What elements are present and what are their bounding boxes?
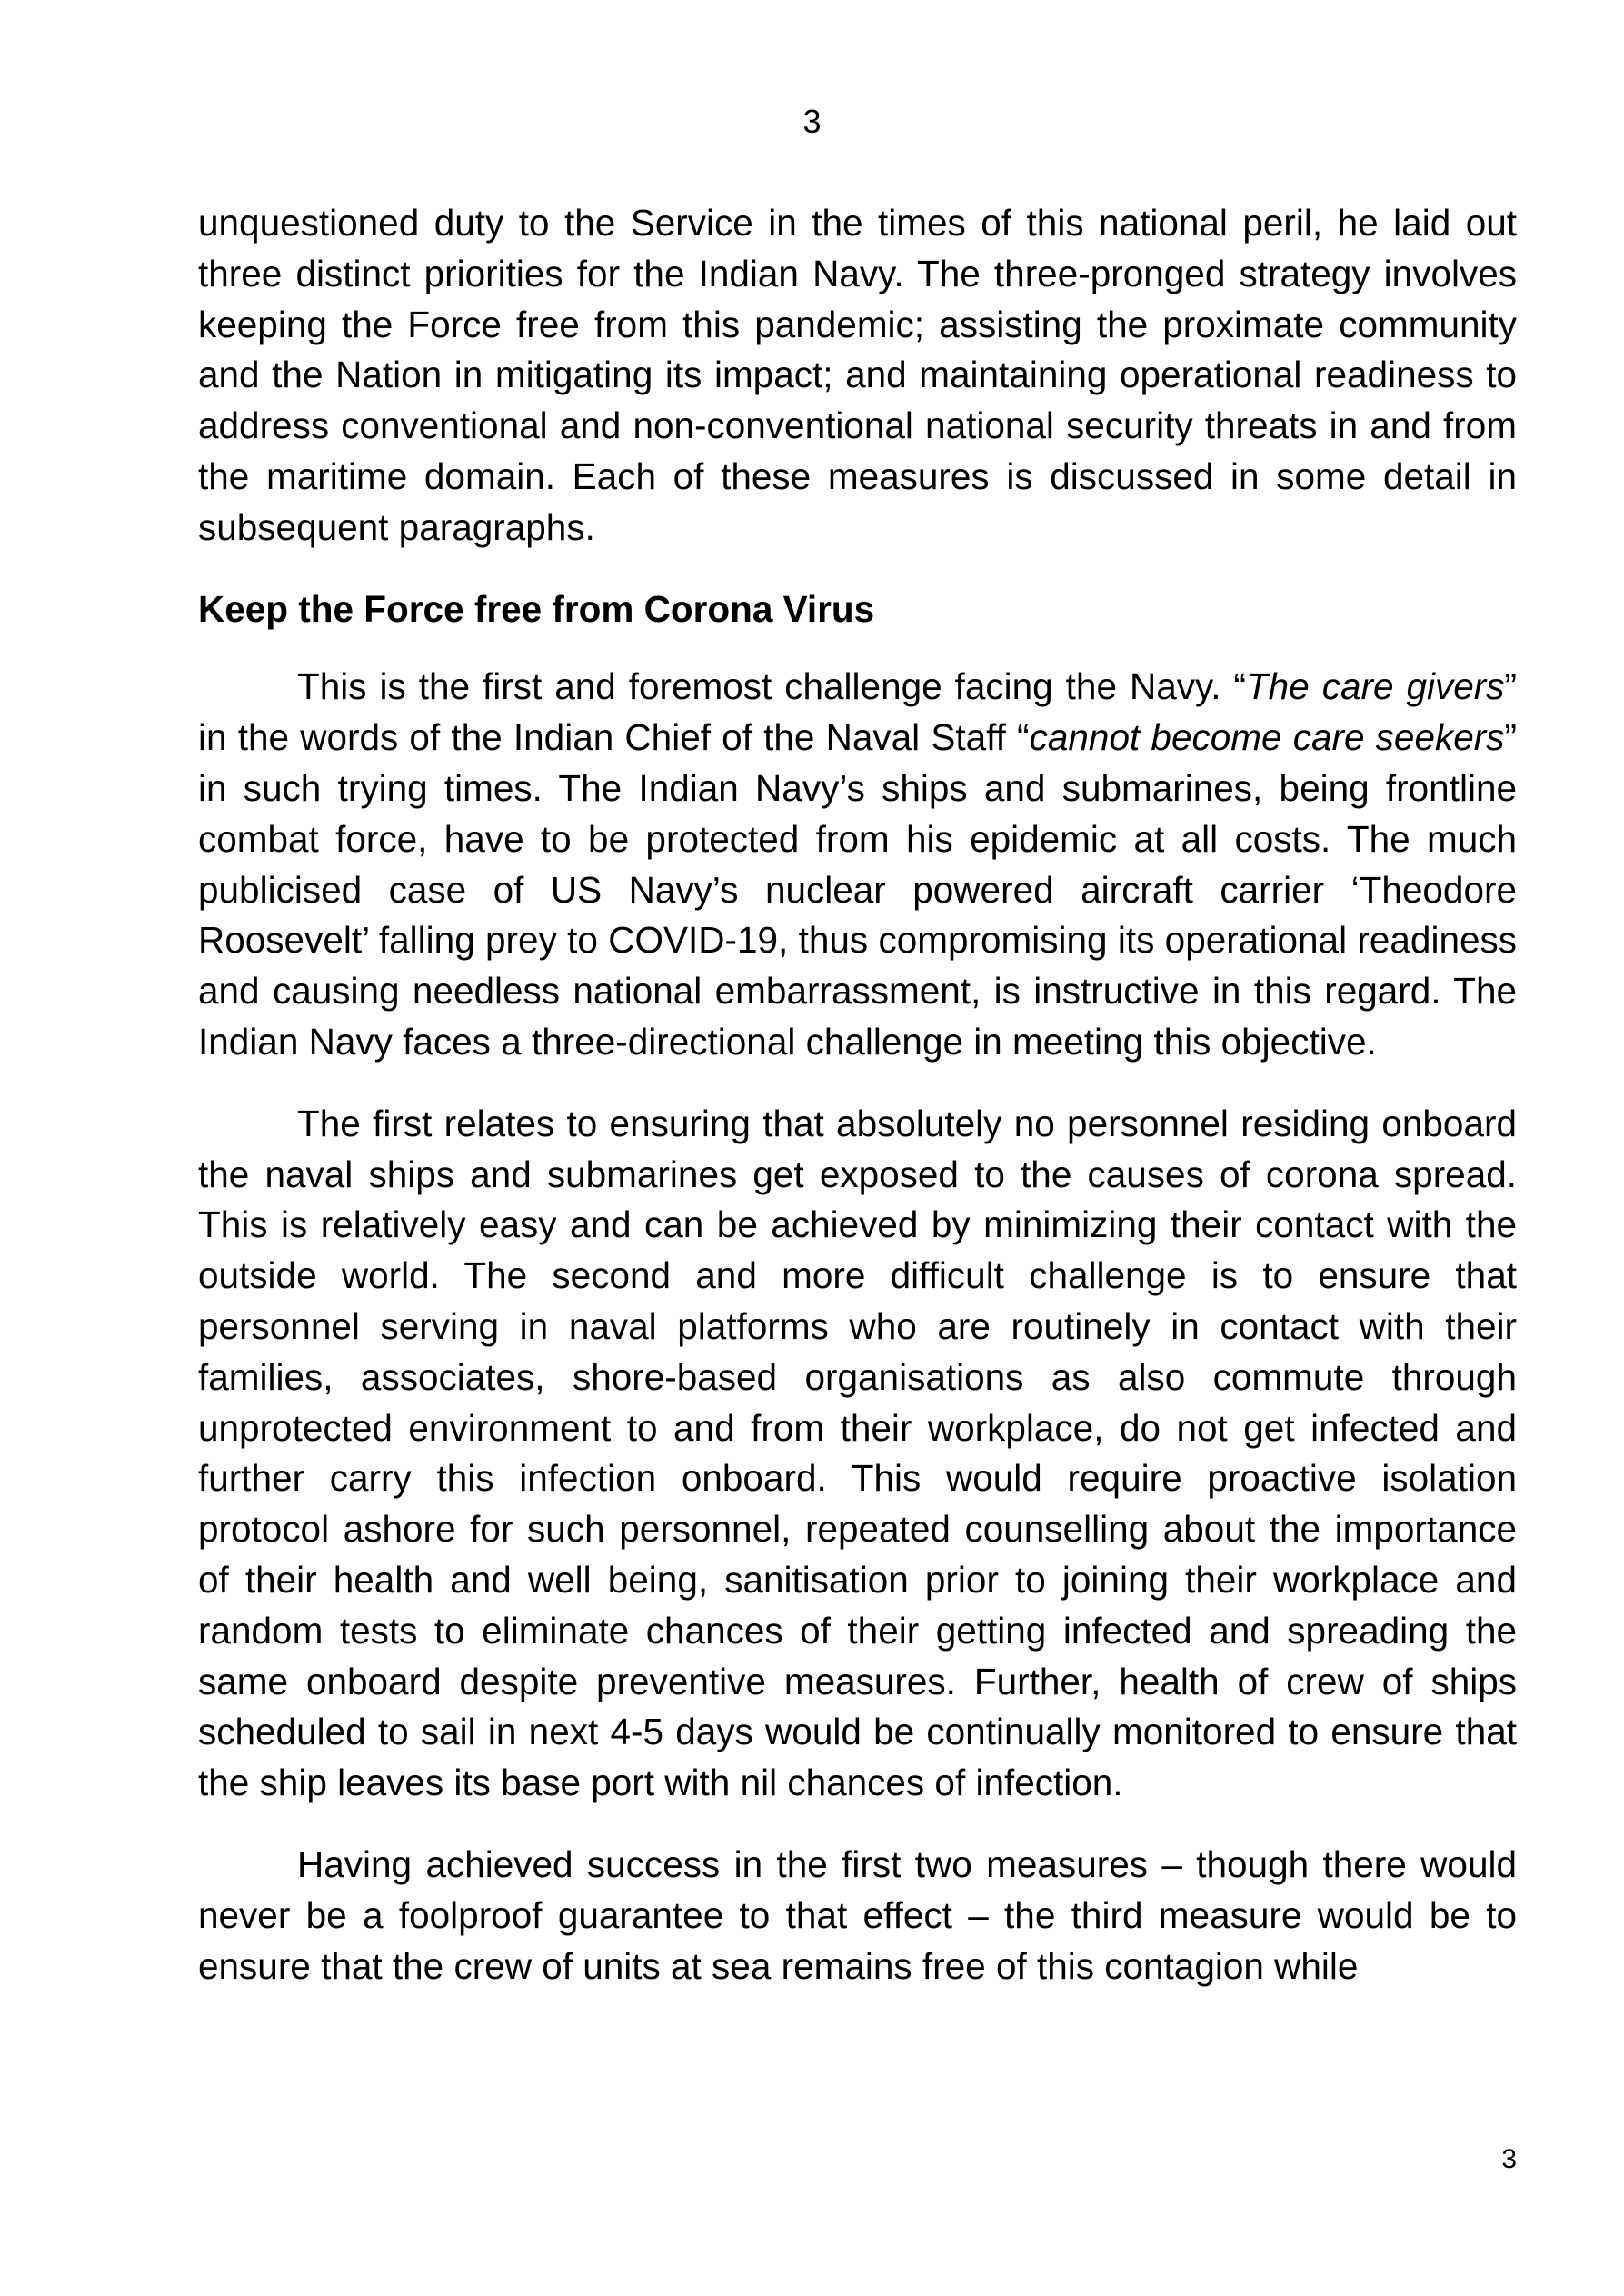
section-heading: Keep the Force free from Corona Virus <box>198 587 875 630</box>
page-number-top: 3 <box>802 103 822 140</box>
paragraph-2 <box>198 662 1517 1067</box>
document-body <box>198 198 1517 2022</box>
paragraph-2-text-3: ” in such trying times. The Indian Navy’s ships and submarines, being frontline combat force, have to be protected from his epidemic at all costs. The much publicised case of US Navy’s nuclear powered aircraft carrier ‘Theodore Roosevelt’ falling prey to COVID-19, thus compromising its operational readiness and causing needless national embarrassment, is instructive in this regard. The Indian Navy faces a three-directional challenge in meeting this objective. <box>198 716 1517 1063</box>
page-number-bottom: 3 <box>1501 2144 1517 2174</box>
quote-care-givers: The care givers <box>1245 665 1505 708</box>
paragraph-3: The first relates to ensuring that absolutely no personnel residing onboard the naval ships and submarines get exposed to the causes of corona spread. This is relatively easy and can be achieved by minimizing their contact with the outside world. The second and more difficult challenge is to ensure that personnel serving in naval platforms who are routinely in contact with their families, associates, shore-based organisations as also commute through unprotected environment to and from their workplace, do not get infected and further carry this infection onboard. This would require proactive isolation protocol ashore for such personnel, repeated counselling about the importance of their health and well being, sanitisation prior to joining their workplace and random tests to eliminate chances of their getting infected and spreading the same onboard despite preventive measures. Further, health of crew of ships scheduled to sail in next 4-5 days would be continually monitored to ensure that the ship leaves its base port with nil chances of infection. <box>198 1102 1517 1804</box>
paragraph-2-text-2: ” in the words of the Indian Chief of the Naval Staff “ <box>198 665 1517 759</box>
paragraph-1: unquestioned duty to the Service in the times of this national peril, he laid out three distinct priorities for the Indian Navy. The three-pronged strategy involves keeping the Force free from this pandemic; assisting the proximate community and the Nation in mitigating its impact; and maintaining operational readiness to address conventional and non-conventional national security threats in and from the maritime domain. Each of these measures is discussed in some detail in subsequent paragraphs. <box>198 202 1517 548</box>
quote-care-seekers: cannot become care seekers <box>1029 716 1505 759</box>
paragraph-4: Having achieved success in the first two measures – though there would never be a foolproof guarantee to that effect – the third measure would be to ensure that the crew of units at sea remains free of this contagion while <box>198 1842 1517 1987</box>
paragraph-2-text-1: This is the first and foremost challenge facing the Navy. “ <box>297 665 1246 708</box>
